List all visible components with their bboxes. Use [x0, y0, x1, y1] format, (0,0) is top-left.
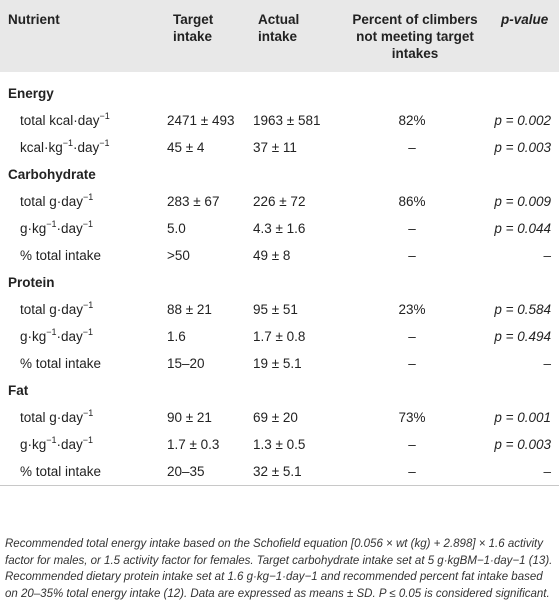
table-row: [0, 296, 559, 323]
percent-not-meeting-cell: –: [408, 248, 416, 263]
row-label-sup: −1: [46, 218, 57, 229]
p-value-cell: p = 0.044: [494, 221, 551, 236]
p-value-cell: –: [543, 248, 551, 263]
percent-not-meeting-cell: 86%: [398, 194, 426, 209]
row-label-main: % total intake: [20, 356, 102, 371]
section-title: Protein: [8, 275, 55, 290]
target-intake-cell: 1.7 ± 0.3: [167, 437, 220, 452]
row-label-sup: −1: [46, 326, 57, 337]
actual-intake-cell: 19 ± 5.1: [253, 356, 302, 371]
table-row: [0, 458, 559, 486]
target-intake-cell: 2471 ± 493: [167, 113, 235, 128]
row-label-sup2: −1: [82, 326, 94, 337]
target-intake-cell: >50: [167, 248, 190, 263]
row-label: [0, 296, 160, 323]
actual-intake-cell: 95 ± 51: [253, 302, 298, 317]
row-label-sup: −1: [99, 110, 110, 121]
row-label-main: kcal·kg: [20, 140, 63, 155]
section-row: [0, 377, 559, 404]
section-row: [0, 269, 559, 296]
row-label-main: total g·day: [20, 302, 84, 317]
table-row: [0, 134, 559, 161]
row-label-tail: ·day: [56, 437, 83, 452]
target-intake-cell: 45 ± 4: [167, 140, 205, 155]
header-target-intake: Target intake: [173, 12, 214, 44]
row-label-main: g·kg: [20, 329, 47, 344]
p-value-cell: p = 0.494: [494, 329, 551, 344]
row-label-main: g·kg: [20, 437, 47, 452]
header-percent-not-meeting: Percent of climbers not meeting target intakes: [352, 12, 478, 61]
row-label-tail: ·day: [73, 140, 100, 155]
actual-intake-cell: 4.3 ± 1.6: [253, 221, 306, 236]
target-intake-cell: 1.6: [167, 329, 186, 344]
row-label-main: total kcal·day: [20, 113, 100, 128]
row-label-main: % total intake: [20, 464, 102, 479]
row-label: [0, 134, 160, 161]
row-label-sup: −1: [83, 407, 94, 418]
percent-not-meeting-cell: 73%: [398, 410, 426, 425]
row-label-main: total g·day: [20, 410, 84, 425]
table-row: [0, 242, 559, 269]
p-value-cell: p = 0.003: [494, 140, 551, 155]
row-label: [0, 242, 160, 269]
table-row: [0, 323, 559, 350]
p-value-cell: p = 0.001: [494, 410, 551, 425]
p-value-cell: p = 0.002: [494, 113, 551, 128]
target-intake-cell: 90 ± 21: [167, 410, 212, 425]
row-label-sup: −1: [46, 434, 57, 445]
header-p-value: p-value: [501, 12, 549, 27]
target-intake-cell: 15–20: [167, 356, 205, 371]
target-intake-cell: 88 ± 21: [167, 302, 212, 317]
actual-intake-cell: 1.3 ± 0.5: [253, 437, 306, 452]
table-row: [0, 107, 559, 134]
row-label: [0, 458, 160, 486]
row-label-sup2: −1: [82, 218, 94, 229]
target-intake-cell: 20–35: [160, 458, 242, 486]
p-value-cell: p = 0.584: [494, 302, 551, 317]
section-title: Energy: [8, 86, 54, 101]
section-row: [0, 80, 559, 107]
percent-not-meeting-cell: –: [408, 437, 416, 452]
percent-not-meeting-cell: –: [408, 356, 416, 371]
percent-not-meeting-cell: –: [408, 140, 416, 155]
row-label-main: total g·day: [20, 194, 84, 209]
p-value-cell: p = 0.009: [494, 194, 551, 209]
row-label-main: % total intake: [20, 248, 102, 263]
table-row: [0, 431, 559, 458]
target-intake-cell: 283 ± 67: [167, 194, 220, 209]
percent-not-meeting-cell: –: [408, 329, 416, 344]
row-label: [0, 323, 160, 350]
row-label-sup: −1: [62, 137, 74, 148]
row-label-sup: −1: [83, 191, 94, 202]
row-label-main: g·kg: [20, 221, 47, 236]
table-footnote: Recommended total energy intake based on the Schofield equation [0.056 × wt (kg) + 2.898] × 1.6 activity factor for males, or 1.5 activity factor for females. Target carbohydrate intake set at 5 g·kgBM−1·day−1 (13). Recommended dietary protein intake set at 1.6 g·kg−1·day−1 and recommended percent fat intake based on 20–35% total energy intake (12). Data are expressed as means ± SD. P ≤ 0.05 is considered significant.: [5, 538, 553, 600]
header-actual-intake: Actual intake: [258, 12, 300, 44]
header-nutrient: Nutrient: [8, 12, 60, 27]
table-row: [0, 215, 559, 242]
row-label-tail: ·day: [56, 221, 83, 236]
p-value-cell: –: [543, 356, 551, 371]
percent-not-meeting-cell: –: [408, 221, 416, 236]
row-label: [0, 215, 160, 242]
actual-intake-cell: 37 ± 11: [253, 140, 297, 155]
table-body: [0, 72, 559, 486]
row-label: [0, 107, 160, 134]
percent-not-meeting-cell: –: [331, 458, 493, 486]
row-label: [0, 188, 160, 215]
table-row: [0, 404, 559, 431]
section-title: Carbohydrate: [8, 167, 96, 182]
actual-intake-cell: 1.7 ± 0.8: [253, 329, 306, 344]
actual-intake-cell: 49 ± 8: [253, 248, 291, 263]
actual-intake-cell: 69 ± 20: [253, 410, 298, 425]
p-value-cell: –: [493, 458, 559, 486]
percent-not-meeting-cell: 82%: [398, 113, 426, 128]
table-row: [0, 350, 559, 377]
percent-not-meeting-cell: 23%: [398, 302, 426, 317]
actual-intake-cell: 1963 ± 581: [253, 113, 321, 128]
target-intake-cell: 5.0: [167, 221, 186, 236]
row-label: [0, 350, 160, 377]
row-label-tail: ·day: [56, 329, 83, 344]
row-label: [0, 431, 160, 458]
table-row: [0, 188, 559, 215]
header-row: [0, 0, 559, 72]
p-value-cell: p = 0.003: [494, 437, 551, 452]
section-title: Fat: [8, 383, 29, 398]
actual-intake-cell: 226 ± 72: [253, 194, 306, 209]
section-row: [0, 161, 559, 188]
row-label-sup2: −1: [99, 137, 110, 148]
row-label-sup2: −1: [82, 434, 94, 445]
row-label: [0, 404, 160, 431]
row-label-sup: −1: [83, 299, 94, 310]
actual-intake-cell: 32 ± 5.1: [242, 458, 331, 486]
